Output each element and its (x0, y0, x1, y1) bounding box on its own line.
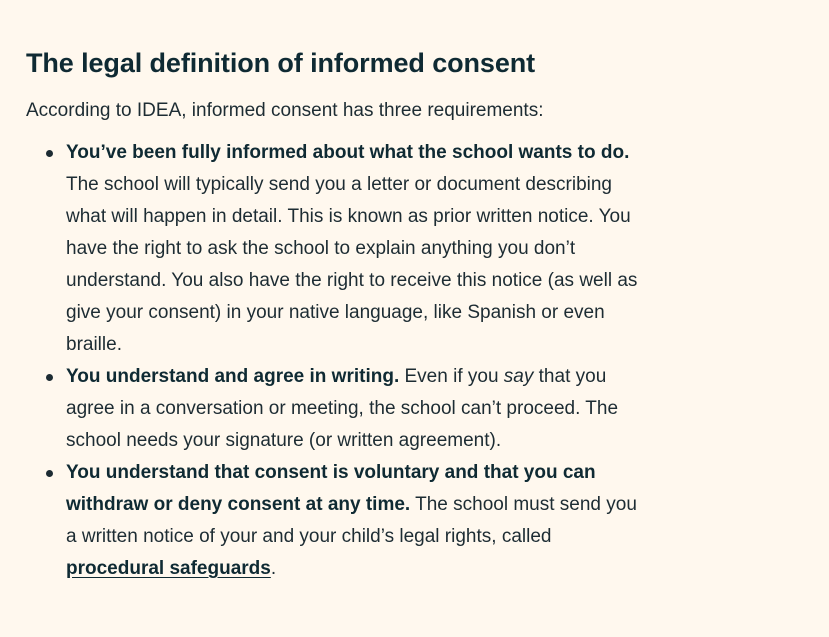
requirement-text: Even if you (399, 366, 504, 387)
list-item-fully-informed (66, 137, 646, 361)
procedural-safeguards-link[interactable]: procedural safeguards (66, 558, 271, 579)
emphasis-text: say (503, 366, 534, 387)
requirements-list (26, 137, 646, 585)
requirement-title: You’ve been fully informed about what the school wants to do. (66, 142, 630, 163)
requirement-end-punctuation: . (270, 558, 277, 579)
list-item-agree-in-writing (66, 361, 646, 457)
article-section (26, 40, 666, 585)
requirement-text: that you agree in a conversation or meeting, the school can’t proceed. The school needs your signature (or written agreement). (66, 366, 619, 451)
requirement-text: The school will typically send you a letter or document describing what will happen in detail. This is known as prior written notice. You have the right to ask the school to explain anything you don’t understand. You also have the right to receive this notice (as well as give your consent) in your native language, like Spanish or even braille. (66, 174, 638, 355)
intro-paragraph: According to IDEA, informed consent has three requirements: (26, 100, 544, 121)
section-heading: The legal definition of informed consent (26, 48, 536, 78)
requirement-title: You understand and agree in writing. (66, 366, 400, 387)
list-item-voluntary-consent (66, 457, 646, 585)
requirement-text: The school must send you a written notice of your and your child’s legal rights, called (66, 494, 637, 547)
requirement-title: You understand that consent is voluntary and that you can withdraw or deny consent at any time. (66, 462, 596, 515)
